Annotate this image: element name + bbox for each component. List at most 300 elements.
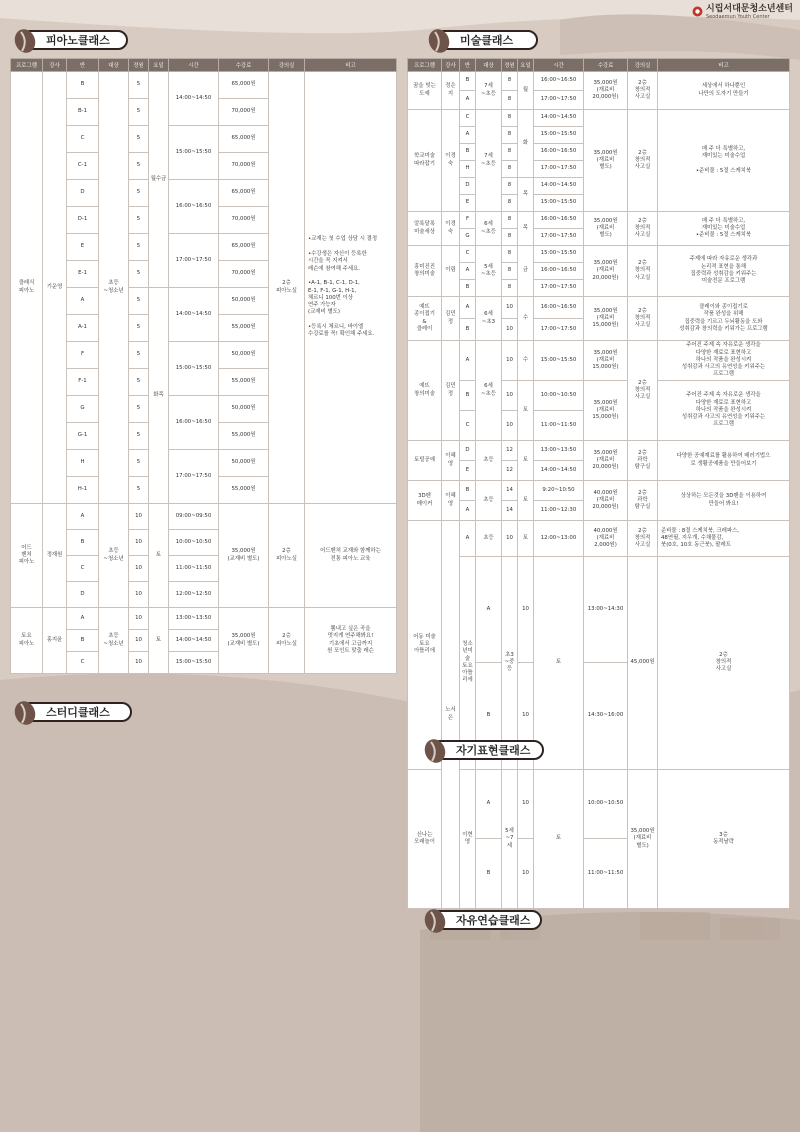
- class-day: 금: [518, 246, 534, 297]
- class-note: 주어진 주제 속 자유로운 생각을 다양한 재료로 표현하고 하나의 작품을 완성시켜 성취감과 사고의 유연성을 키워주는 프로그램: [658, 381, 790, 441]
- classroom: 2층 피아노실: [269, 504, 305, 608]
- program-name: 예뜨 창의미술: [408, 341, 442, 441]
- class-note: 주어진 주제 속 자유로운 생각을 다양한 재료로 표현하고 하나의 작품을 완성시켜 성취감과 사고의 유연성을 키워주는 프로그램: [658, 341, 790, 381]
- class-fee: 35,000원 (재료비 15,000원): [584, 381, 628, 441]
- free-title-text: 자유연습클래스: [456, 914, 531, 927]
- target-age: 초등: [476, 481, 502, 521]
- capacity: 10: [129, 582, 149, 608]
- class-time: 10:00~10:50: [534, 381, 584, 411]
- target-age: 초등 ~청소년: [99, 72, 129, 504]
- org-logo-icon: [692, 6, 703, 17]
- capacity: 8: [502, 246, 518, 263]
- class-fee: 35,000원 (재료비 20,000원): [584, 246, 628, 297]
- capacity: 8: [502, 280, 518, 297]
- program-name: 클래식 피아노: [11, 72, 43, 504]
- column-header: 정원: [129, 59, 149, 72]
- class-code: B: [67, 530, 99, 556]
- class-time: 9:20~10:50: [534, 481, 584, 501]
- class-code: C: [460, 110, 476, 127]
- class-time: 14:30~16:00: [584, 663, 628, 769]
- class-time: 12:00~13:00: [534, 521, 584, 557]
- class-time: 16:00~16:50: [534, 72, 584, 91]
- class-code: B: [460, 319, 476, 341]
- column-header: 프로그램: [408, 59, 442, 72]
- capacity: 10: [502, 381, 518, 411]
- table-row: [408, 557, 790, 663]
- express-section-title: [430, 740, 544, 760]
- org-name-en: Seodaemun Youth Center: [706, 13, 770, 20]
- class-code: D-1: [67, 207, 99, 234]
- class-time: 17:00~17:50: [534, 319, 584, 341]
- art-section-title: [434, 30, 538, 50]
- class-code: E: [67, 234, 99, 261]
- capacity: 8: [502, 72, 518, 91]
- capacity: 5: [129, 180, 149, 207]
- class-code: A: [460, 263, 476, 280]
- capacity: 12: [502, 441, 518, 461]
- coffee-bean-icon: [422, 907, 448, 935]
- table-row: [408, 441, 790, 461]
- class-code: C: [460, 246, 476, 263]
- class-code: D: [67, 180, 99, 207]
- study-title-text: 스터디클래스: [46, 706, 110, 719]
- class-time: 12:00~12:50: [169, 582, 219, 608]
- capacity: 14: [502, 481, 518, 501]
- teacher-name: 이경숙: [442, 110, 460, 212]
- column-header: 대상: [476, 59, 502, 72]
- capacity: 8: [502, 229, 518, 246]
- table-row: [408, 381, 790, 411]
- class-note: 세상에서 하나뿐인 나만의 도자기 만들기: [658, 72, 790, 110]
- class-fee: 70,000원: [219, 261, 269, 288]
- class-code: C: [67, 556, 99, 582]
- class-code: A: [67, 288, 99, 315]
- capacity: 5: [129, 126, 149, 153]
- capacity: 5: [129, 234, 149, 261]
- class-code: C: [67, 126, 99, 153]
- capacity: 5: [129, 423, 149, 450]
- class-code: C-1: [67, 153, 99, 180]
- class-code: B: [476, 663, 502, 769]
- capacity: 8: [502, 110, 518, 127]
- capacity: 8: [502, 127, 518, 144]
- class-code: A: [460, 91, 476, 110]
- class-time: 11:00~11:50: [534, 411, 584, 441]
- free-section-title: [430, 910, 542, 930]
- class-code: D: [460, 441, 476, 461]
- class-time: 15:00~15:50: [534, 195, 584, 212]
- class-time: 13:00~13:50: [534, 441, 584, 461]
- class-code: A-1: [67, 315, 99, 342]
- class-time: 16:00~16:50: [534, 263, 584, 280]
- class-time: 11:00~11:50: [169, 556, 219, 582]
- class-time: 13:00~13:50: [169, 608, 219, 630]
- classroom: 2층 피아노실: [269, 72, 305, 504]
- column-header: 반: [460, 59, 476, 72]
- target-age: 6세 ~초3: [476, 297, 502, 341]
- class-code: A: [460, 341, 476, 381]
- class-code: E: [460, 195, 476, 212]
- table-row: [408, 246, 790, 263]
- class-fee: 35,000원 (재료비 별도): [584, 110, 628, 212]
- class-code: G-1: [67, 423, 99, 450]
- class-time: 17:00~17:50: [534, 91, 584, 110]
- teacher-name: 노서은: [442, 521, 460, 909]
- column-header: 강사: [442, 59, 460, 72]
- table-row: [408, 72, 790, 91]
- class-fee: 55,000원: [219, 315, 269, 342]
- class-code: A: [460, 297, 476, 319]
- capacity: 10: [129, 530, 149, 556]
- class-note: 다양한 공예재료를 활용하여 메러기법으 로 생활공예품을 만들어보기: [658, 441, 790, 481]
- class-note: 주제에 따라 자유로운 생각과 논리적 표현을 통해 집중력과 성취감을 키워주는 미술전문 프로그램: [658, 246, 790, 297]
- column-header: 시간: [169, 59, 219, 72]
- teacher-name: 정재원: [43, 504, 67, 608]
- table-row: [408, 110, 790, 127]
- teacher-name: 이혜영: [442, 481, 460, 521]
- class-time: 11:00~12:30: [534, 501, 584, 521]
- class-fee: 35,000원 (재료비 20,000원): [584, 72, 628, 110]
- capacity: 10: [129, 608, 149, 630]
- org-name: 시립서대문청소년센터: [706, 4, 793, 14]
- capacity: 8: [502, 161, 518, 178]
- class-time: 17:00~17:50: [169, 450, 219, 504]
- program-name: 흥미진진 창의미술: [408, 246, 442, 297]
- class-fee: 65,000원: [219, 126, 269, 153]
- program-name: 토요 피아노: [11, 608, 43, 674]
- teacher-name: 이림: [442, 246, 460, 297]
- column-header: 요일: [149, 59, 169, 72]
- class-time: 17:00~17:50: [534, 161, 584, 178]
- class-code: F: [67, 342, 99, 369]
- class-time: 17:00~17:50: [534, 229, 584, 246]
- classroom: 2층 창의적 사고실: [628, 212, 658, 246]
- teacher-name: 정은지: [442, 72, 460, 110]
- class-time: 15:00~15:50: [169, 342, 219, 396]
- capacity: 5: [129, 369, 149, 396]
- class-code: H: [460, 161, 476, 178]
- column-header: 요일: [518, 59, 534, 72]
- column-header: 프로그램: [11, 59, 43, 72]
- class-code: B: [460, 381, 476, 411]
- class-fee: 35,000원 (재료비 15,000원): [584, 341, 628, 381]
- class-time: 15:00~15:50: [534, 127, 584, 144]
- capacity: 14: [502, 501, 518, 521]
- class-fee: 65,000원: [219, 180, 269, 207]
- target-age: 초등 ~청소년: [99, 608, 129, 674]
- capacity: 5: [129, 315, 149, 342]
- class-fee: 40,000원 (재료비 20,000원): [584, 481, 628, 521]
- target-age: 초등: [476, 521, 502, 557]
- program-name: 신나는 모래놀이: [408, 769, 442, 909]
- class-note: 클레이와 종이접기로 작품 완성을 위해 집중력을 기르고 두뇌활동을 도와 성취감과 창의력을 키워가는 프로그램: [658, 297, 790, 341]
- class-day: 목: [518, 178, 534, 212]
- class-fee: 35,000원 (재료비 15,000원): [584, 297, 628, 341]
- classroom: 3층 동적날락: [658, 769, 790, 909]
- target-age: 6세 ~초등: [476, 341, 502, 441]
- capacity: 5: [129, 261, 149, 288]
- piano-table: [10, 58, 397, 674]
- capacity: 8: [502, 195, 518, 212]
- classroom: 2층 창의적 사고실: [628, 110, 658, 212]
- class-code: A: [460, 127, 476, 144]
- class-time: 14:00~14:50: [169, 72, 219, 126]
- capacity: 10: [502, 319, 518, 341]
- capacity: 10: [129, 504, 149, 530]
- capacity: 5: [129, 396, 149, 423]
- class-time: 15:00~15:50: [534, 341, 584, 381]
- coffee-bean-icon: [12, 699, 38, 727]
- class-day: 월: [518, 72, 534, 110]
- class-fee: 35,000원 (재료비 20,000원): [584, 441, 628, 481]
- teacher-name: 김민정: [442, 341, 460, 441]
- class-code: H-1: [67, 477, 99, 504]
- class-code: B: [460, 481, 476, 501]
- program-name: 어드 벤처 피아노: [11, 504, 43, 608]
- teacher-name: 김민정: [442, 297, 460, 341]
- class-fee: 50,000원: [219, 450, 269, 477]
- table-row: [11, 72, 397, 99]
- column-header: 수강료: [219, 59, 269, 72]
- column-header: 반: [67, 59, 99, 72]
- class-code: E-1: [67, 261, 99, 288]
- classroom: 2층 피아노실: [269, 608, 305, 674]
- classroom: 2층 창의적 사고실: [628, 341, 658, 441]
- class-fee: 35,000원 (재료비 별도): [628, 769, 658, 909]
- class-fee: 70,000원: [219, 207, 269, 234]
- class-day: 목: [518, 212, 534, 246]
- class-day: 토: [149, 608, 169, 674]
- class-time: 14:00~14:50: [534, 461, 584, 481]
- program-name: 토털공예: [408, 441, 442, 481]
- program-name: 3D펜 메이커: [408, 481, 442, 521]
- class-code: D: [460, 178, 476, 195]
- class-fee: 35,000원 (교재비 별도): [219, 504, 269, 608]
- target-age: 5세 ~초등: [476, 246, 502, 297]
- column-header: 정원: [502, 59, 518, 72]
- class-code: A: [476, 557, 502, 663]
- target-age: 6세 ~초등: [476, 212, 502, 246]
- capacity: 10: [129, 630, 149, 652]
- class-time: 14:00~14:50: [169, 630, 219, 652]
- capacity: 8: [502, 144, 518, 161]
- table-row: [408, 297, 790, 319]
- classroom: 2층 과학 탐구실: [628, 481, 658, 521]
- art-title-text: 미술클래스: [460, 34, 514, 47]
- capacity: 10: [129, 652, 149, 674]
- class-fee: 65,000원: [219, 234, 269, 261]
- class-day: 월수금: [149, 72, 169, 288]
- classroom: 2층 창의적 사고실: [628, 246, 658, 297]
- class-time: 17:00~17:50: [169, 234, 219, 288]
- class-code: F: [460, 212, 476, 229]
- capacity: 12: [502, 461, 518, 481]
- column-header: 강사: [43, 59, 67, 72]
- class-code: A: [67, 504, 99, 530]
- table-row: [408, 769, 790, 839]
- class-code: C: [67, 652, 99, 674]
- target-age: 7세 ~초등: [476, 72, 502, 110]
- capacity: 5: [129, 342, 149, 369]
- class-time: 14:00~14:50: [169, 288, 219, 342]
- class-time: 16:00~16:50: [169, 180, 219, 234]
- class-fee: 65,000원: [219, 72, 269, 99]
- class-time: 16:00~16:50: [534, 297, 584, 319]
- column-header: 시간: [534, 59, 584, 72]
- capacity: 8: [502, 212, 518, 229]
- program-name: 꿈을 빚는 도예: [408, 72, 442, 110]
- class-code: G: [67, 396, 99, 423]
- capacity: 5: [129, 288, 149, 315]
- target-age: 5세 ~7세: [502, 769, 518, 909]
- capacity: 5: [129, 99, 149, 126]
- class-fee: 35,000원 (재료비 별도): [584, 212, 628, 246]
- class-day: 토: [534, 769, 584, 909]
- class-fee: 50,000원: [219, 288, 269, 315]
- class-time: 10:00~10:50: [169, 530, 219, 556]
- capacity: 8: [502, 91, 518, 110]
- column-header: 강의실: [628, 59, 658, 72]
- target-age: 7세 ~초등: [476, 110, 502, 212]
- class-code: C: [460, 411, 476, 441]
- class-note: 매 주 더 특별하고, 재미있는 미술수업 •준비물 : 5절 스케치북: [658, 212, 790, 246]
- teacher-name: 홍지윤: [43, 608, 67, 674]
- class-code: H: [67, 450, 99, 477]
- capacity: 10: [518, 839, 534, 909]
- piano-section-title: [20, 30, 128, 50]
- table-row: [408, 521, 790, 557]
- teacher-name: 이현영: [460, 769, 476, 909]
- class-day: 수: [518, 341, 534, 381]
- table-row: [408, 481, 790, 501]
- class-day: 토: [534, 557, 584, 770]
- table-row: [11, 608, 397, 630]
- class-day: 토: [149, 504, 169, 608]
- class-time: 15:00~15:50: [169, 126, 219, 180]
- express-title-text: 자기표현클래스: [456, 744, 531, 757]
- class-fee: 35,000원 (교재비 별도): [219, 608, 269, 674]
- class-fee: 70,000원: [219, 153, 269, 180]
- column-header: 수강료: [584, 59, 628, 72]
- class-code: B: [460, 280, 476, 297]
- class-day: 토: [518, 481, 534, 521]
- class-time: 11:00~11:50: [584, 839, 628, 909]
- class-time: 15:00~15:50: [169, 652, 219, 674]
- capacity: 10: [129, 556, 149, 582]
- class-fee: 70,000원: [219, 99, 269, 126]
- class-note: 상상하는 모든것을 3D펜을 이용하여 만들어 봐요!: [658, 481, 790, 521]
- class-time: 09:00~09:50: [169, 504, 219, 530]
- class-code: B-1: [67, 99, 99, 126]
- class-code: A: [460, 521, 476, 557]
- column-header: 강의실: [269, 59, 305, 72]
- class-day: 토: [518, 521, 534, 557]
- class-note: 준비물 : 8절 스케치북, 크레파스, 48연필, 지우개, 수채물감, 붓(0호, 10호 동근붓), 팔레트: [658, 521, 790, 557]
- class-time: 15:00~15:50: [534, 246, 584, 263]
- table-row: [408, 212, 790, 229]
- class-code: B: [460, 72, 476, 91]
- capacity: 10: [518, 769, 534, 839]
- class-fee: 55,000원: [219, 369, 269, 396]
- capacity: 8: [502, 263, 518, 280]
- class-day: 토: [518, 381, 534, 441]
- class-time: 16:00~16:50: [534, 144, 584, 161]
- teacher-name: 이경숙: [442, 212, 460, 246]
- column-header: 대상: [99, 59, 129, 72]
- class-code: F-1: [67, 369, 99, 396]
- class-code: A: [476, 769, 502, 839]
- class-day: 화: [518, 110, 534, 178]
- class-day: 화목: [149, 288, 169, 504]
- class-code: D: [67, 582, 99, 608]
- classroom: 2층 창의적 사고실: [628, 72, 658, 110]
- org-logo: [706, 5, 793, 20]
- class-note: •교재는 첫 수업 상담 시 결정 •수강생은 자신이 등록한 시간을 꼭 지켜서 레슨에 참여해 주세요. •A-1, B-1, C-1, D-1, E-1, F-1, G-1, H-1, 체르니 100번 이상 연주 가능자 (교재비 별도) •등록시 체르니, 바이엘 수강료를 꼭! 확인해 주세요.: [305, 72, 397, 504]
- target-age: 초등: [476, 441, 502, 481]
- classroom: 2층 창의적 사고실: [658, 557, 790, 770]
- class-code: B: [476, 839, 502, 909]
- capacity: 10: [502, 521, 518, 557]
- program-name: 예뜨 종이접기 & 클레이: [408, 297, 442, 341]
- table-row: [11, 504, 397, 530]
- class-code: A: [67, 608, 99, 630]
- program-name: 알록달록 미술세상: [408, 212, 442, 246]
- program-name: 어동 미술 토요 아틀리에: [408, 521, 442, 770]
- coffee-bean-icon: [422, 737, 448, 765]
- capacity: 5: [129, 450, 149, 477]
- capacity: 10: [518, 663, 534, 769]
- class-code: B: [67, 72, 99, 99]
- class-time: 14:00~14:50: [534, 178, 584, 195]
- class-code: E: [460, 461, 476, 481]
- coffee-bean-icon: [12, 27, 38, 55]
- capacity: 10: [502, 297, 518, 319]
- art-table: [407, 58, 790, 909]
- class-time: 13:00~14:30: [584, 557, 628, 663]
- class-time: 17:00~17:50: [534, 280, 584, 297]
- class-time: 16:00~16:50: [169, 396, 219, 450]
- piano-title-text: 피아노클래스: [46, 34, 110, 47]
- capacity: 5: [129, 477, 149, 504]
- class-code: G: [460, 229, 476, 246]
- class-note: 매 주 더 특별하고, 재미있는 미술수업 •준비물 : 5절 스케치북: [658, 110, 790, 212]
- class-fee: 45,000원: [628, 557, 658, 770]
- capacity: 5: [129, 72, 149, 99]
- class-fee: 55,000원: [219, 423, 269, 450]
- class-fee: 50,000원: [219, 396, 269, 423]
- class-time: 16:00~16:50: [534, 212, 584, 229]
- class-note: 뽐내고 싶은 곡을 멋지게 연주해봐요! 기초에서 고급까지 원 포인트 맞춤 레슨: [305, 608, 397, 674]
- column-header: 비고: [658, 59, 790, 72]
- table-row: [408, 341, 790, 381]
- class-code: B: [460, 144, 476, 161]
- classroom: 2층 창의적 사고실: [628, 521, 658, 557]
- capacity: 8: [502, 178, 518, 195]
- target-age: 초등 ~청소년: [99, 504, 129, 608]
- capacity: 10: [502, 411, 518, 441]
- classroom: 2층 과학 탐구실: [628, 441, 658, 481]
- class-time: 14:00~14:50: [534, 110, 584, 127]
- class-fee: 50,000원: [219, 342, 269, 369]
- program-name: 청소년미술 토요 아틀리에: [460, 557, 476, 770]
- class-time: 10:00~10:50: [584, 769, 628, 839]
- study-section-title: [20, 702, 132, 722]
- class-fee: 40,000원 (재료비 2,000원): [584, 521, 628, 557]
- capacity: 5: [129, 153, 149, 180]
- class-note: 어드벤처 교재와 함께하는 전통 피아노 교육: [305, 504, 397, 608]
- capacity: 5: [129, 207, 149, 234]
- class-code: A: [460, 501, 476, 521]
